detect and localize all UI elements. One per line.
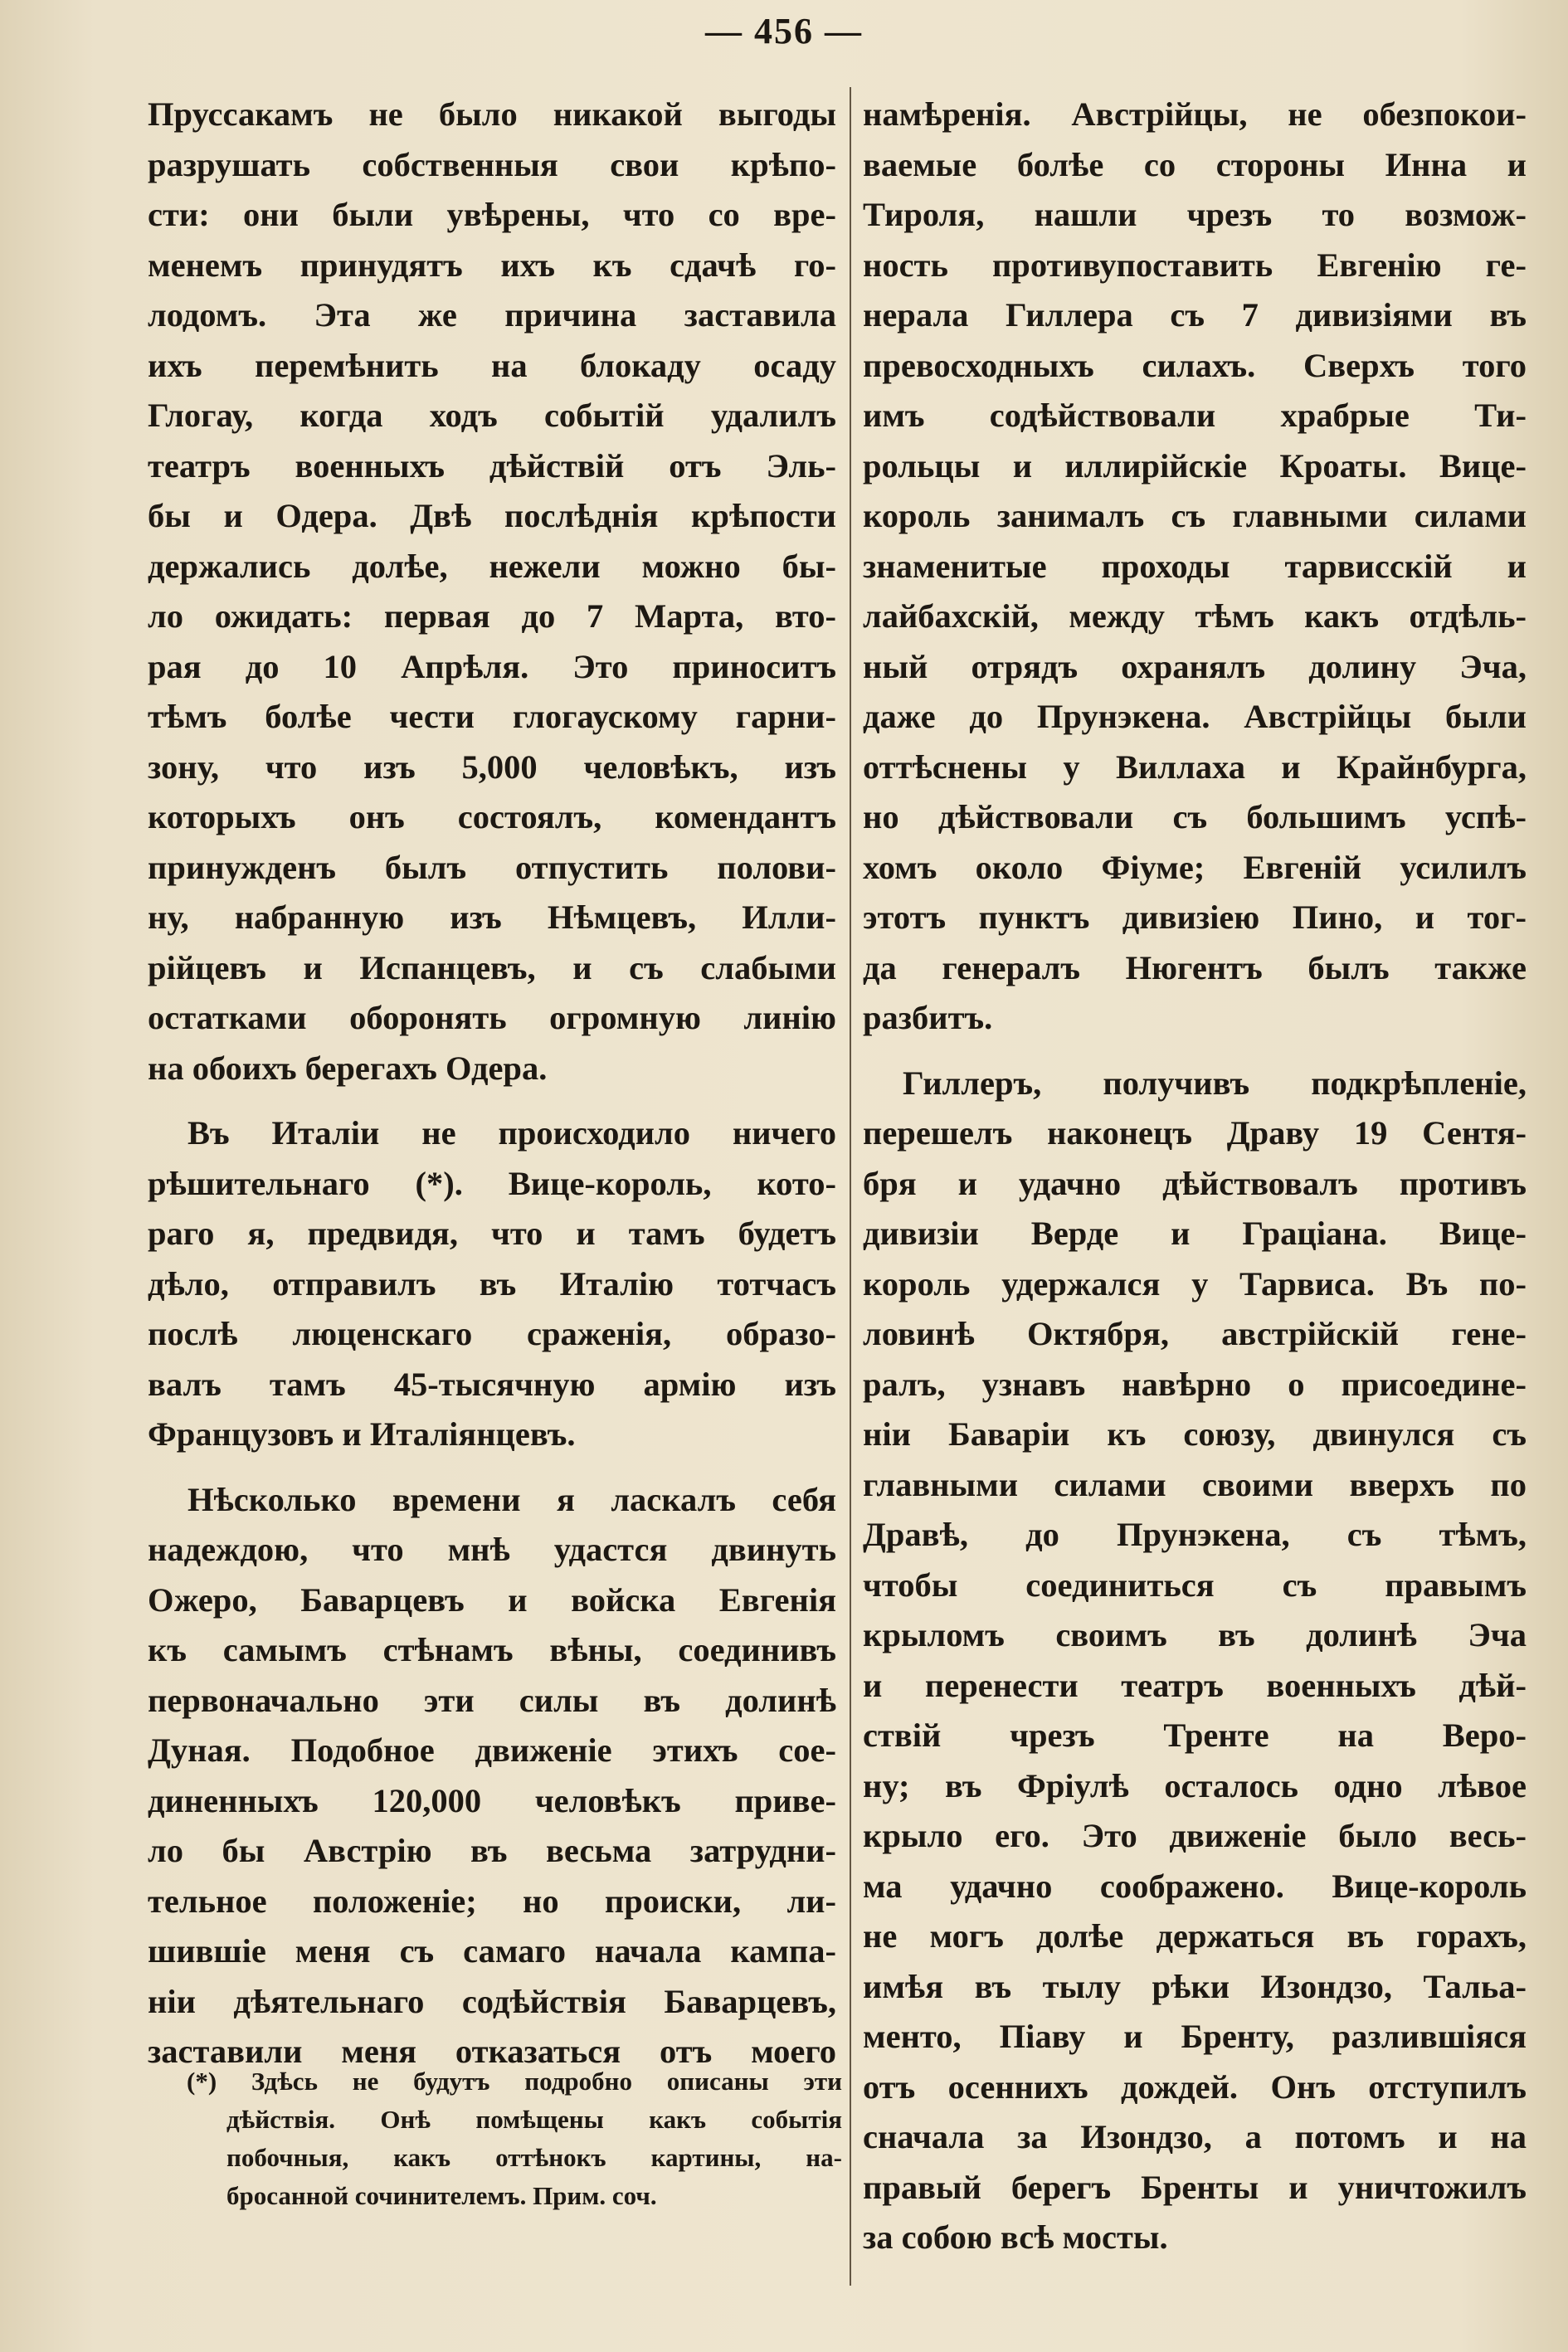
text-line: надеждою, что мнѣ удастся двинуть — [148, 1531, 836, 1568]
text-line: Ожеро, Баварцевъ и войска Евгенія — [148, 1580, 836, 1619]
footnote — [187, 2062, 842, 2215]
text-line: тельное положеніе; но происки, ли- — [148, 1882, 836, 1920]
footnote-line: бросанной сочинителемъ. Прим. соч. — [226, 2181, 657, 2210]
text-line: оттѣснены у Виллаха и Крайнбурга, — [863, 747, 1527, 786]
text-line: ну; въ Фріулѣ осталось одно лѣвое — [863, 1766, 1527, 1804]
text-line: Въ Италіи не происходило ничего — [187, 1114, 836, 1152]
text-line: на обоихъ берегахъ Одера. — [148, 1049, 548, 1087]
text-line: менто, Піаву и Бренту, разлившіяся — [863, 2018, 1527, 2055]
text-line: правый берегъ Бренты и уничтожилъ — [863, 2168, 1527, 2206]
text-line: главными силами своими вверхъ по — [863, 1465, 1527, 1503]
text-line: рольцы и иллирійскіе Кроаты. Вице- — [863, 446, 1527, 485]
text-line: первоначально эти силы въ долинѣ — [148, 1681, 836, 1719]
text-line: театръ военныхъ дѣйствій отъ Эль- — [148, 446, 836, 485]
text-line: къ самымъ стѣнамъ вѣны, соединивъ — [148, 1631, 836, 1668]
text-line: за собою всѣ мосты. — [863, 2218, 1168, 2256]
text-line: ніи дѣятельнаго содѣйствія Баварцевъ, — [148, 1982, 836, 2020]
text-line: Гиллеръ, получивъ подкрѣпленіе, — [903, 1064, 1527, 1102]
text-line: Нѣсколько времени я ласкалъ себя — [187, 1480, 836, 1518]
text-line: ралъ, узнавъ навѣрно о присоедине- — [863, 1365, 1527, 1403]
text-line: ло ожидать: первая до 7 Марта, вто- — [148, 597, 836, 635]
text-line: послѣ люценскаго сраженія, образо- — [148, 1315, 836, 1352]
text-line: шившіе меня съ самаго начала кампа- — [148, 1932, 836, 1970]
text-line: ствій чрезъ Тренте на Веро- — [863, 1717, 1527, 1754]
text-line: да генералъ Нюгентъ былъ также — [863, 948, 1527, 986]
text-line: хомъ около Фіуме; Евгеній усилилъ — [863, 848, 1527, 886]
text-line: отъ осеннихъ дождей. Онъ отступилъ — [863, 2067, 1527, 2106]
text-line: которыхъ онъ состоялъ, комендантъ — [148, 798, 836, 835]
text-line: ну, набранную изъ Нѣмцевъ, Илли- — [148, 898, 836, 936]
paragraph-gap — [148, 1093, 836, 1108]
text-line: ло бы Австрію въ весьма затрудни- — [148, 1832, 836, 1869]
text-line: но дѣйствовали съ большимъ успѣ- — [863, 798, 1527, 835]
text-line: Дуная. Подобное движеніе этихъ сое- — [148, 1731, 836, 1769]
text-line: дивизіи Верде и Граціана. Вице- — [863, 1215, 1527, 1252]
footnote-line: (*) Здѣсь не будутъ подробно описаны эти — [187, 2067, 842, 2096]
text-line: бы и Одера. Двѣ послѣднія крѣпости — [148, 497, 836, 534]
text-line: ность противупоставить Евгенію ге- — [863, 246, 1527, 284]
text-line: диненныхъ 120,000 человѣкъ приве- — [148, 1781, 836, 1819]
footnote-line: побочныя, какъ оттѣнокъ картины, на- — [226, 2143, 842, 2172]
text-line: рійцевъ и Испанцевъ, и съ слабыми — [148, 948, 836, 986]
column-divider — [850, 87, 851, 2286]
paragraph-gap — [148, 1460, 836, 1475]
text-line: знаменитые проходы тарвисскій и — [863, 547, 1527, 585]
text-line: даже до Прунэкена. Австрійцы были — [863, 698, 1527, 735]
text-line: бря и удачно дѣйствовалъ противъ — [863, 1164, 1527, 1202]
text-line: Французовъ и Италіянцевъ. — [148, 1415, 576, 1453]
text-line: лодомъ. Эта же причина заставила — [148, 296, 836, 334]
text-line: ніи Баваріи къ союзу, двинулся съ — [863, 1415, 1527, 1453]
text-line: валъ тамъ 45-тысячную армію изъ — [148, 1365, 836, 1403]
text-line: ваемые болѣе со стороны Инна и — [863, 145, 1527, 183]
text-line: Тироля, нашли чрезъ то возмож- — [863, 196, 1527, 233]
text-line: сти: они были увѣрены, что со вре- — [148, 196, 836, 233]
text-line: разрушать собственныя свои крѣпо- — [148, 145, 836, 183]
text-line: менемъ принудятъ ихъ къ сдачѣ го- — [148, 246, 836, 284]
text-line: Глогау, когда ходъ событій удалилъ — [148, 397, 836, 434]
text-line: крыло его. Это движеніе было весь- — [863, 1817, 1527, 1854]
text-line: нерала Гиллера съ 7 дивизіями въ — [863, 296, 1527, 334]
text-line: Пруссакамъ не было никакой выгоды — [148, 95, 836, 133]
text-line: заставили меня отказаться отъ моего — [148, 2033, 836, 2070]
text-line: ма удачно соображено. Вице-король — [863, 1867, 1527, 1905]
text-line: дѣло, отправилъ въ Италію тотчасъ — [148, 1264, 836, 1303]
text-line: имъ содѣйствовали храбрые Ти- — [863, 397, 1527, 434]
text-line: тѣмъ болѣе чести глогаускому гарни- — [148, 698, 836, 735]
text-line: Дравѣ, до Прунэкена, съ тѣмъ, — [863, 1516, 1527, 1553]
text-line: этотъ пунктъ дивизіею Пино, и тог- — [863, 898, 1527, 936]
text-line: раго я, предвидя, что и тамъ будетъ — [148, 1215, 836, 1252]
text-line: имѣя въ тылу рѣки Изондзо, Тальа- — [863, 1967, 1527, 2005]
text-line: крыломъ своимъ въ долинѣ Эча — [863, 1616, 1527, 1653]
text-line: разбитъ. — [863, 999, 993, 1036]
text-line: не могъ долѣе держаться въ горахъ, — [863, 1917, 1527, 1955]
text-line: чтобы соединиться съ правымъ — [863, 1566, 1527, 1604]
left-column — [148, 90, 836, 2077]
text-line: ихъ перемѣнить на блокаду осаду — [148, 346, 836, 384]
text-line: король занималъ съ главными силами — [863, 497, 1527, 534]
text-line: превосходныхъ силахъ. Сверхъ того — [863, 346, 1527, 384]
text-line: рѣшительнаго (*). Вице-король, кото- — [148, 1164, 836, 1202]
text-line: ловинѣ Октября, австрійскій гене- — [863, 1315, 1527, 1352]
page-number: — 456 — — [705, 11, 863, 51]
text-line: держались долѣе, нежели можно бы- — [148, 547, 836, 585]
text-line: и перенести театръ военныхъ дѣй- — [863, 1666, 1527, 1704]
text-line: сначала за Изондзо, а потомъ и на — [863, 2118, 1527, 2155]
text-line: лайбахскій, между тѣмъ какъ отдѣль- — [863, 597, 1527, 635]
text-line: король удержался у Тарвиса. Въ по- — [863, 1264, 1527, 1303]
text-line: зону, что изъ 5,000 человѣкъ, изъ — [148, 747, 836, 786]
text-line: принужденъ былъ отпустить полови- — [148, 848, 836, 886]
right-column — [863, 90, 1527, 2263]
text-line: ный отрядъ охранялъ долину Эча, — [863, 647, 1527, 685]
footnote-line: дѣйствія. Онѣ помѣщены какъ событія — [226, 2105, 842, 2134]
text-line: рая до 10 Апрѣля. Это приноситъ — [148, 647, 836, 685]
text-line: остатками оборонять огромную линію — [148, 999, 836, 1036]
paragraph-gap — [863, 1044, 1527, 1059]
text-line: намѣренія. Австрійцы, не обезпокои- — [863, 95, 1527, 133]
text-line: перешелъ наконецъ Драву 19 Сентя- — [863, 1114, 1527, 1152]
